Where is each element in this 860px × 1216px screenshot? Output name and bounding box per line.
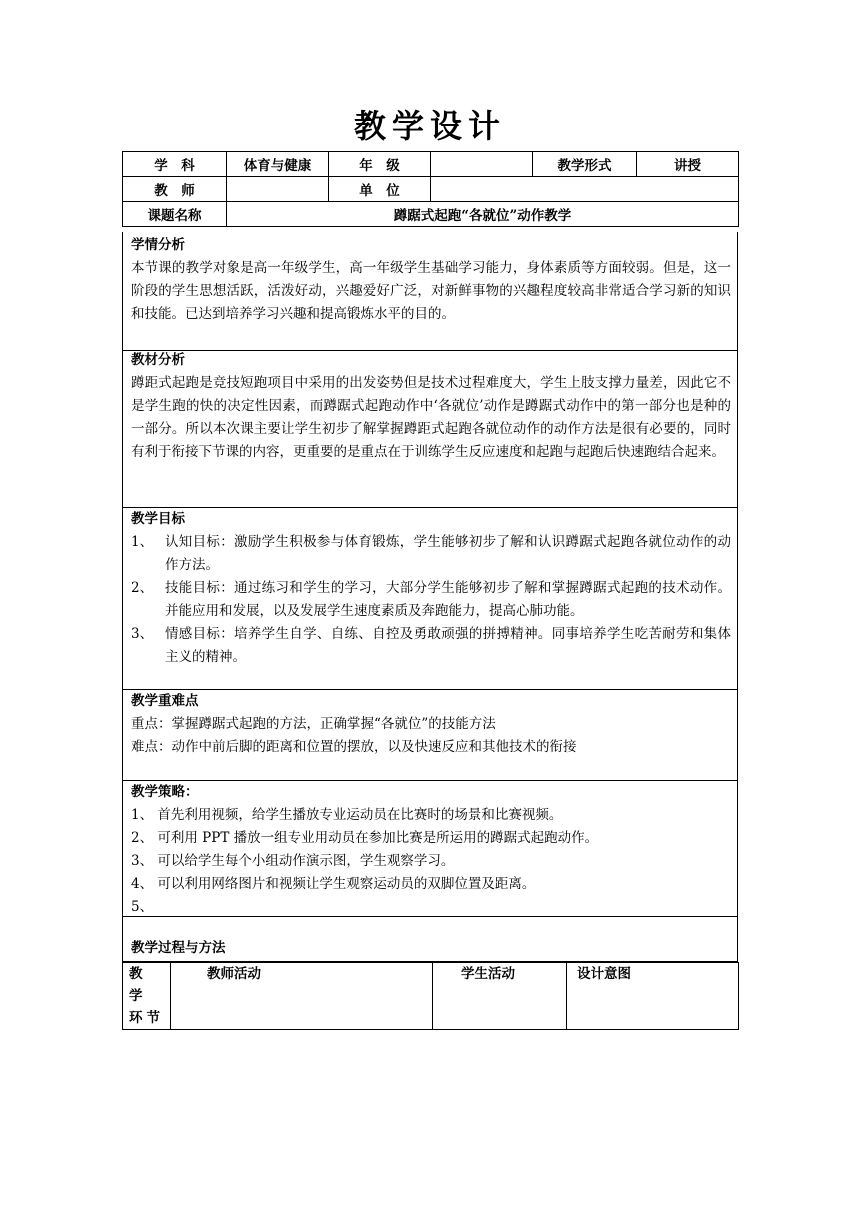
objective-number: 1、 xyxy=(131,534,154,550)
objective-item xyxy=(123,531,737,577)
key-points-section xyxy=(122,690,738,781)
strategy-line: 4、 可以利用网络图片和视频让学生观察运动员的双脚位置及距离。 xyxy=(131,876,536,892)
form-label: 教学形式 xyxy=(533,152,637,177)
grade-label: 年 级 xyxy=(329,152,431,177)
key-point-line: 重点：掌握蹲踞式起跑的方法，正确掌握“各就位”的技能方法 xyxy=(131,716,496,732)
info-table xyxy=(122,151,739,227)
objectives-section xyxy=(122,508,738,690)
objective-item xyxy=(123,577,737,623)
strategy-heading: 教学策略： xyxy=(131,784,199,800)
key-points-heading: 教学重难点 xyxy=(131,693,199,709)
strategy-section xyxy=(122,781,738,917)
material-analysis-heading: 教材分析 xyxy=(131,352,185,368)
learner-analysis-section xyxy=(122,232,738,351)
unit-value xyxy=(431,177,739,202)
material-analysis-section xyxy=(122,349,738,508)
process-heading-section xyxy=(122,917,738,962)
topic-value: 蹲踞式起跑“各就位”动作教学 xyxy=(227,202,739,227)
material-analysis-text: 蹲距式起跑是竞技短跑项目中采用的出发姿势但是技术过程难度大，学生上肢支撑力量差，因此它不是学生跑的快的决定性因素，而蹲踞式起跑动作中‘各就位’动作是蹲踞式动作中的第一部分也是种的一部分。所以本次课主要让学生初步了解掌握蹲距式起跑各就位动作的动作方法是很有必要的，同时有利于衔接下节课的内容，更重要的是重点在于训练学生反应速度和起跑与起跑后快速跑结合起来。 xyxy=(131,375,731,460)
page-title: 教学设计 xyxy=(353,107,506,145)
info-row-3 xyxy=(123,202,739,227)
process-heading: 教学过程与方法 xyxy=(131,940,226,956)
difficult-point-line: 难点：动作中前后脚的距离和位置的摆放，以及快速反应和其他技术的衔接 xyxy=(131,739,577,755)
teacher-label: 教 师 xyxy=(123,177,227,202)
stage-column-header: 教 学 环节 xyxy=(123,963,171,1030)
strategy-line: 1、 首先利用视频，给学生播放专业运动员在比赛时的场景和比赛视频。 xyxy=(131,807,563,823)
topic-label: 课题名称 xyxy=(123,202,227,227)
learner-analysis-heading: 学情分析 xyxy=(131,237,185,253)
objective-text: 情感目标：培养学生自学、自练、自控及勇敢顽强的拼搏精神。同事培养学生吃苦耐劳和集体主义的精神。 xyxy=(165,626,731,665)
objective-text: 认知目标：激励学生积极参与体育锻炼，学生能够初步了解和认识蹲踞式起跑各就位动作的动作方法。 xyxy=(165,534,731,573)
teacher-activity-header: 教师活动 xyxy=(171,963,433,1030)
design-intent-header: 设计意图 xyxy=(567,963,739,1030)
unit-label: 单 位 xyxy=(329,177,431,202)
subject-label: 学 科 xyxy=(123,152,227,177)
info-row-2 xyxy=(123,177,739,202)
objectives-heading: 教学目标 xyxy=(131,511,185,527)
objective-text: 技能目标：通过练习和学生的学习，大部分学生能够初步了解和掌握蹲踞式起跑的技术动作。并能应用和发展，以及发展学生速度素质及奔跑能力，提高心肺功能。 xyxy=(165,580,731,619)
process-header-row xyxy=(123,963,739,1030)
objective-item xyxy=(123,623,737,669)
form-value: 讲授 xyxy=(637,152,739,177)
strategy-line: 3、 可以给学生每个小组动作演示图，学生观察学习。 xyxy=(131,853,455,869)
objective-number: 2、 xyxy=(131,580,154,596)
strategy-line: 2、 可利用 PPT 播放一组专业用动员在参加比赛是所运用的蹲踞式起跑动作。 xyxy=(131,830,599,846)
learner-analysis-text: 本节课的教学对象是高一年级学生，高一年级学生基础学习能力，身体素质等方面较弱。但是，这一阶段的学生思想活跃，活泼好动，兴趣爱好广泛，对新鲜事物的兴趣程度较高非常适合学习新的知识和技能。已达到培养学习兴趣和提高锻炼水平的目的。 xyxy=(131,260,731,322)
process-table xyxy=(122,962,739,1030)
student-activity-header: 学生活动 xyxy=(433,963,567,1030)
grade-value xyxy=(431,152,533,177)
objective-number: 3、 xyxy=(131,626,154,642)
teacher-value xyxy=(227,177,329,202)
info-row-1 xyxy=(123,152,739,177)
strategy-line: 5、 xyxy=(131,899,154,915)
subject-value: 体育与健康 xyxy=(227,152,329,177)
